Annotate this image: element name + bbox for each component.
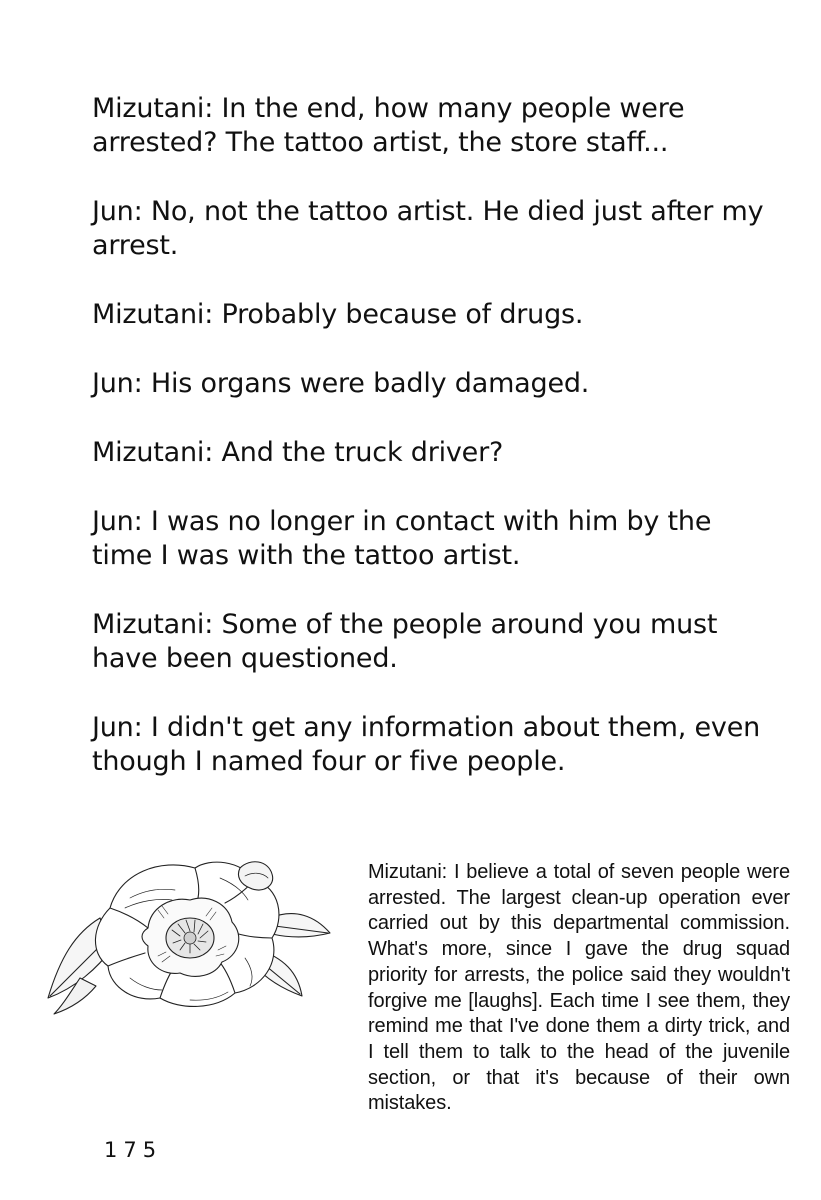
dialogue-line: Mizutani: Some of the people around you must have been questioned. <box>92 609 718 674</box>
dialogue-line: Jun: I was no longer in contact with him by the time I was with the tattoo artist. <box>92 506 712 571</box>
interview-dialogue <box>92 92 772 814</box>
page-number: 175 <box>104 1138 163 1162</box>
dialogue-line: Jun: No, not the tattoo artist. He died just after my arrest. <box>92 196 764 261</box>
dialogue-line: Jun: His organs were badly damaged. <box>92 368 590 399</box>
commentary-note: Mizutani: I believe a total of seven people were arrested. The largest clean-up operation ever carried out by this departmental commission. What's more, since I gave the drug squad priority for arrests, the police said they wouldn't forgive me [laughs]. Each time I see them, they remind me that I've done them a dirty trick, and I tell them to talk to the head of the juvenile section, or that it's because of their own mistakes. <box>368 861 790 1115</box>
dialogue-line: Mizutani: And the truck driver? <box>92 437 504 468</box>
camellia-flower-icon <box>40 838 350 1028</box>
dialogue-line: Mizutani: In the end, how many people were arrested? The tattoo artist, the store staff... <box>92 93 685 158</box>
dialogue-line: Mizutani: Probably because of drugs. <box>92 299 584 330</box>
dialogue-line: Jun: I didn't get any information about them, even though I named four or five people. <box>92 712 761 777</box>
